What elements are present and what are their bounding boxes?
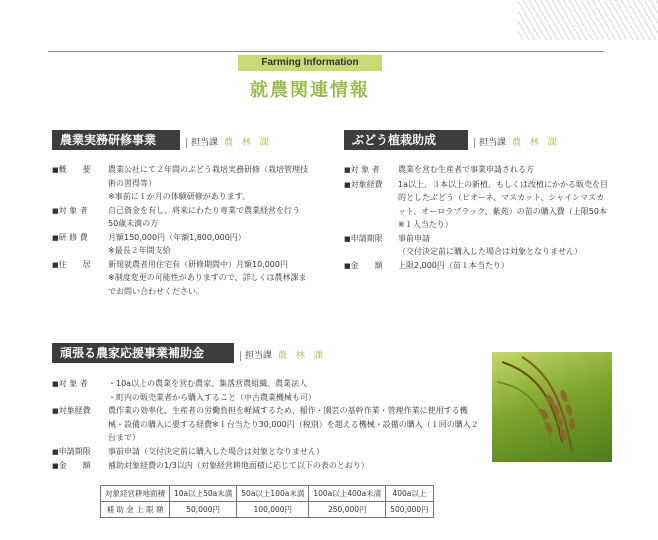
table-cell: 補 助 金 上 限 額 (101, 502, 170, 518)
list-item: ■対 象 者 自己資金を有し、将来にわたり専業で農業経営を行う50歳未満の方 (52, 204, 308, 231)
support-dept (240, 348, 326, 361)
row-text: 上限2,000円（苗１本当たり） (398, 260, 509, 270)
row-text: 農業公社にて２年間のぶどう栽培実務研修（栽培管理技術の習得等） (108, 165, 308, 188)
table-cell: 500,000円 (386, 502, 434, 518)
row-text: 補助対象経費の1/3以内（対象経営耕地面積に応じて以下の表のとおり） (108, 461, 369, 470)
top-divider (48, 51, 604, 52)
row-text: ※制度変更の可能性がありますので、詳しくは農林課までお問い合わせください。 (108, 273, 307, 296)
table-cell: 100,000円 (237, 502, 309, 518)
support-heading: 頑張る農家応援事業補助金 (52, 343, 234, 363)
list-item: ■対象経費 農作業の効率化、生産者の労働負担を軽減するため、稲作・園芸の基幹作業・管理作業に使用する機械・設備の購入に要する経費※１台当たり30,000円（税別）を超える機械・設備の購入（１回の購入２台まで） (52, 404, 482, 445)
row-text: 1a以上、３本以上の新植、もしくは改植にかかる販売を目的としたぶどう（ピオーネ、マスカット、シャインマスカット、オーロラブラック、紫苑）の苗の購入費（上限50本※１人当たり） (398, 179, 608, 229)
support-details (52, 377, 482, 474)
row-text: 農作業の効率化、生産者の労働負担を軽減するため、稲作・園芸の基幹作業・管理作業に使用する機械・設備の購入に要する経費※１台当たり30,000円（税別）を超える機械・設備の購入（１回の購入２台まで） (108, 406, 479, 442)
row-text: ・町内の販売業者から購入すること（中古農業機械も可） (108, 392, 316, 402)
dept-label: 担当課 (479, 138, 507, 148)
dept-label: 担当課 (245, 351, 273, 361)
dept-name: 農 林 課 (278, 351, 326, 361)
table-row (101, 502, 434, 518)
row-text: 新規就農者用住宅有（研修期間中）月額10,000円 (108, 259, 288, 269)
row-text: 事前申請（交付決定前に購入した場合は対象となりません） (108, 446, 324, 456)
list-item: ■対 象 者 ・10a以上の農業を営む農家、集落営農組織、農業法人 ・町内の販売業者から購入すること（中古農業機械も可） (52, 379, 316, 402)
row-label: 申請期限 (350, 233, 383, 243)
row-label: 概 要 (58, 165, 91, 174)
subsidy-table (100, 485, 434, 518)
dept-label: 担当課 (191, 138, 219, 148)
table-cell: 50,000円 (170, 502, 237, 518)
row-label: 対象経費 (58, 406, 91, 415)
dept-separator (186, 138, 187, 148)
list-item: ■概 要 農業公社にて２年間のぶどう栽培実務研修（栽培管理技術の習得等） ※事前に１か月の体験研修があります。 (52, 165, 308, 201)
training-details (52, 163, 308, 298)
row-label: 対 象 者 (58, 379, 88, 388)
table-row (101, 486, 434, 502)
dept-separator (240, 351, 241, 361)
row-label: 申請期限 (58, 446, 91, 456)
table-cell: 10a以上50a未満 (170, 486, 237, 502)
list-item: ■申請期限 事前申請（交付決定前に購入した場合は対象となりません） (52, 445, 482, 460)
dept-name: 農 林 課 (512, 138, 560, 148)
row-label: 対 象 者 (58, 205, 88, 215)
row-label: 住 居 (58, 259, 91, 269)
list-item: ■金 額 上限2,000円（苗１本当たり） (344, 259, 610, 274)
row-text: ※事前に１か月の体験研修があります。 (108, 192, 251, 201)
dept-name: 農 林 課 (224, 138, 272, 148)
dept-separator (474, 138, 475, 148)
list-item: ■住 居 新規就農者用住宅有（研修期間中）月額10,000円 ※制度変更の可能性がありますので、詳しくは農林課までお問い合わせください。 (52, 259, 307, 296)
row-text: 自己資金を有し、将来にわたり専業で農業経営を行う50歳未満の方 (108, 205, 300, 228)
grape-heading: ぶどう植栽助成 (344, 130, 468, 150)
row-label: 金 額 (350, 260, 383, 270)
grape-details (344, 163, 610, 273)
table-cell: 400a以上 (386, 486, 434, 502)
training-dept (186, 135, 272, 148)
row-text: 月額150,000円（年額1,800,000円） (108, 232, 246, 242)
list-item: ■金 額 補助対象経費の1/3以内（対象経営耕地面積に応じて以下の表のとおり） (52, 459, 482, 474)
list-item: ■申請期限 事前申請 （交付決定前に購入した場合は対象となりません） (344, 233, 582, 256)
row-text: （交付決定前に購入した場合は対象となりません） (398, 247, 582, 256)
row-label: 対 象 者 (350, 165, 380, 174)
page-title: 就農関連情報 (250, 80, 370, 101)
table-cell: 対象経営耕地面積 (101, 486, 170, 502)
row-label: 研 修 費 (58, 232, 88, 242)
list-item: ■対 象 者 農業を営む生産者で事業申請される方 (344, 163, 610, 178)
row-label: 金 額 (58, 461, 91, 470)
list-item: ■対象経費 1a以上、３本以上の新植、もしくは改植にかかる販売を目的としたぶどう（ピオーネ、マスカット、シャインマスカット、オーロラブラック、紫苑）の苗の購入費（上限50本※１人当たり） (344, 178, 610, 232)
table-cell: 100a以上400a未満 (309, 486, 386, 502)
rice-ear-icon (492, 352, 612, 462)
row-text: 事前申請 (398, 233, 430, 243)
list-item: ■研 修 費 月額150,000円（年額1,800,000円） ※最長２年間支給 (52, 232, 246, 255)
row-label: 対象経費 (350, 179, 383, 189)
row-text: ・10a以上の農業を営む農家、集落営農組織、農業法人 (108, 379, 308, 388)
row-text: 農業を営む生産者で事業申請される方 (398, 165, 534, 174)
grape-dept (474, 135, 560, 148)
english-label: Farming Information (238, 55, 382, 71)
row-text: ※最長２年間支給 (108, 246, 171, 255)
training-heading: 農業実務研修事業 (52, 130, 180, 150)
table-cell: 50a以上100a未満 (237, 486, 309, 502)
table-cell: 250,000円 (309, 502, 386, 518)
decorative-stripes (518, 0, 658, 40)
rice-photo (492, 352, 612, 462)
